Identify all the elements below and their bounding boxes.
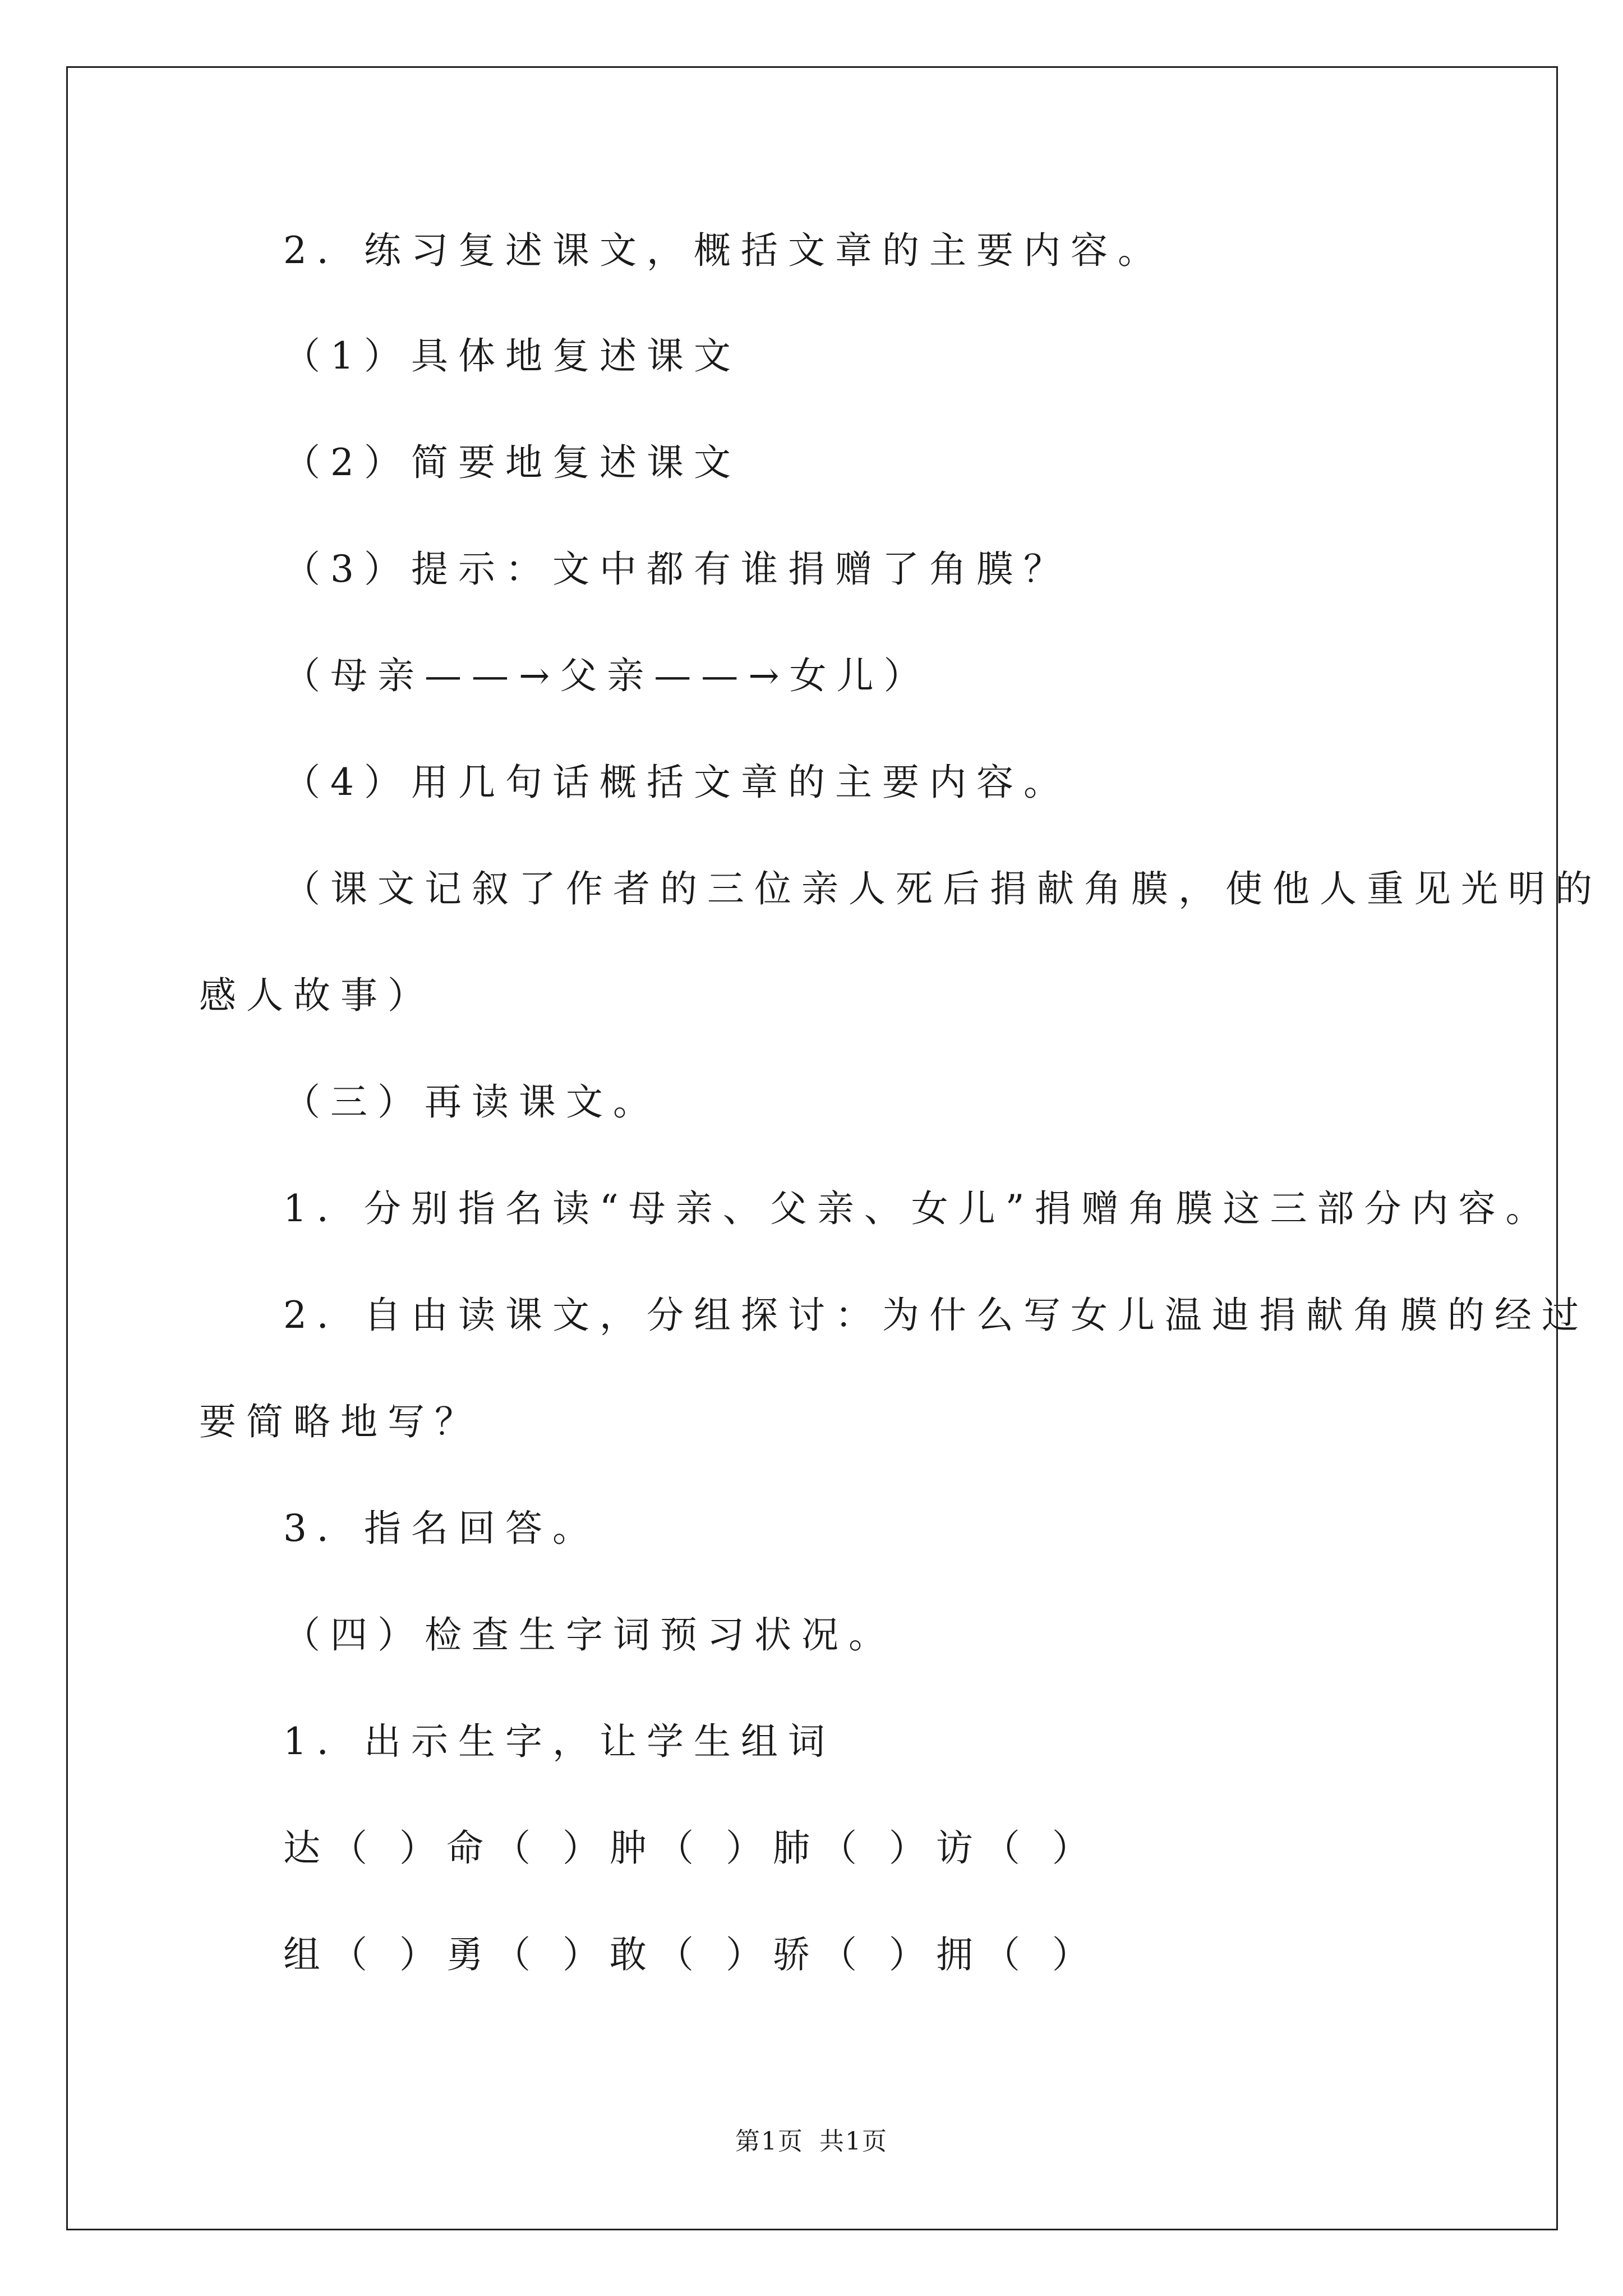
text-line-13: 3．指名回答。 — [283, 1507, 600, 1550]
text-line-1: 2．练习复述课文，概括文章的主要内容。 — [283, 229, 1165, 272]
text-line-3: （2）简要地复述课文 — [283, 441, 741, 484]
text-line-17: 组（ ）勇（ ）敢（ ）骄（ ）拥（ ） — [283, 1933, 1099, 1976]
page-footer — [0, 2126, 1623, 2157]
text-line-15: 1．出示生字，让学生组词 — [283, 1720, 835, 1763]
text-line-8: 感人故事） — [199, 974, 435, 1017]
text-line-16: 达（ ）命（ ）肿（ ）肺（ ）访（ ） — [283, 1826, 1099, 1870]
text-line-9: （三）再读课文。 — [283, 1080, 660, 1124]
text-line-10: 1．分别指名读“母亲、父亲、女儿”捐赠角膜这三部分内容。 — [283, 1187, 1553, 1230]
text-line-4: （3）提示：文中都有谁捐赠了角膜？ — [283, 547, 1071, 591]
page-frame — [66, 66, 1558, 2230]
page-total: 共1页 — [819, 2127, 888, 2156]
text-line-7: （课文记叙了作者的三位亲人死后捐献角膜，使他人重见光明的 — [283, 867, 1602, 910]
text-line-5: （母亲——→父亲——→女儿） — [283, 654, 931, 697]
page-number: 第1页 — [735, 2127, 804, 2156]
text-line-11: 2．自由读课文，分组探讨：为什么写女儿温迪捐献角膜的经过 — [283, 1294, 1589, 1337]
text-line-2: （1）具体地复述课文 — [283, 334, 741, 378]
text-line-6: （4）用几句话概括文章的主要内容。 — [283, 761, 1071, 804]
text-line-12: 要简略地写？ — [199, 1400, 482, 1443]
text-line-14: （四）检查生字词预习状况。 — [283, 1613, 896, 1657]
